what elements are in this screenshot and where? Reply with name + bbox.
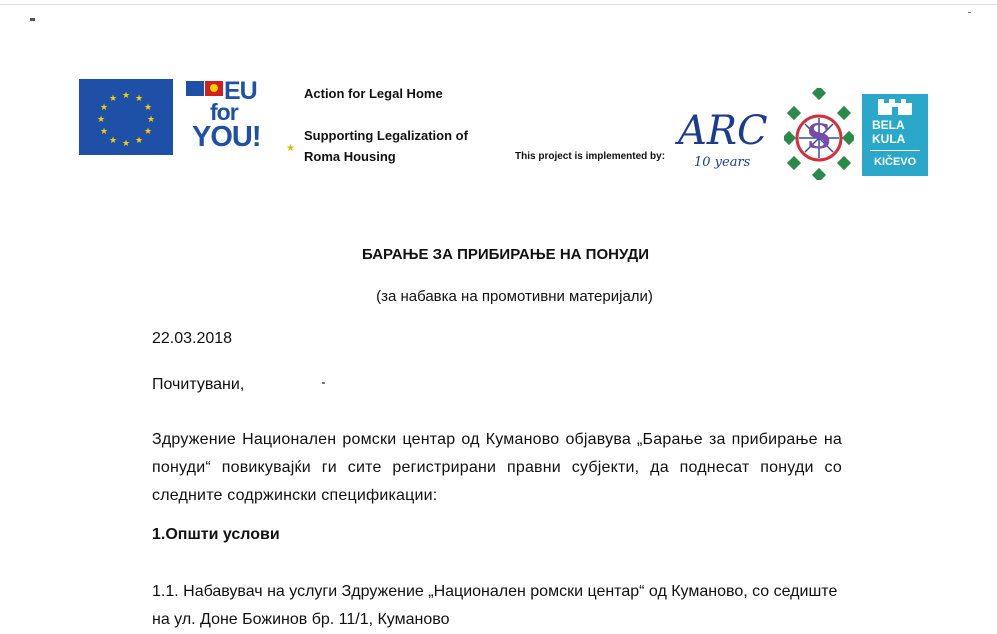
svg-text:★: ★ [99, 127, 109, 137]
star-icon: ★ [286, 143, 295, 154]
bela-kula-line: KULA [872, 132, 906, 146]
eu-flag-logo [79, 79, 173, 155]
greeting: Почитувани, [152, 376, 245, 393]
project-title: Action for Legal Home [304, 86, 443, 101]
implemented-by-label: This project is implemented by: [515, 151, 666, 162]
castle-tower-icon [878, 99, 912, 115]
arc-logo-tagline: 10 years [694, 155, 751, 170]
eu-for-you-logo [186, 77, 296, 157]
mini-mk-flag-icon [205, 81, 223, 96]
svg-text:★: ★ [134, 94, 144, 104]
svg-text:S: S [806, 117, 832, 157]
mini-eu-flag-icon [186, 81, 204, 96]
svg-text:★: ★ [96, 115, 106, 125]
intro-paragraph: Здружение Национален ромски центар од Куманово објавува „Барање за прибирање на понуди“ повикувајќи ги сите регистрирани правни субјекти, да поднесат понуди со следните содржински спецификации: [152, 431, 842, 504]
section-item: 1.1. Набавувач на услуги Здружение „Национален ромски центар“ од Куманово, со седиште на ул. Доне Божинов бр. 11/1, Куманово [152, 583, 838, 628]
svg-text:★: ★ [146, 115, 156, 125]
svg-text:★: ★ [143, 127, 153, 137]
project-subtitle-line: Supporting Legalization of [304, 128, 468, 143]
scan-mark [968, 12, 971, 13]
document-title: БАРАЊЕ ЗА ПРИБИРАЊЕ НА ПОНУДИ [362, 246, 649, 263]
eu-for-you-line: YOU! [192, 121, 261, 153]
svg-text:★: ★ [134, 136, 144, 146]
scan-mark [30, 18, 35, 21]
project-subtitle-line: Roma Housing [304, 149, 396, 164]
eu-for-you-line: for [210, 99, 238, 125]
section-heading: 1.Општи услови [152, 526, 280, 543]
svg-text:★: ★ [99, 103, 109, 113]
bela-kula-line: BELA [872, 118, 905, 132]
bela-kula-logo [862, 94, 928, 176]
svg-text:★: ★ [108, 136, 118, 146]
bela-kula-city: KIČEVO [874, 156, 917, 168]
svg-text:★: ★ [121, 139, 131, 149]
roma-wheel-logo [784, 88, 854, 180]
svg-text:★: ★ [108, 94, 118, 104]
scan-mark [322, 382, 325, 384]
project-subtitle [304, 125, 468, 167]
arc-logo-icon [672, 100, 772, 180]
divider [870, 150, 920, 151]
eu-stars-icon [79, 79, 173, 155]
document-date: 22.03.2018 [152, 330, 233, 347]
arc-logo [672, 100, 772, 180]
eu-for-you-line: EU [224, 77, 257, 105]
arc-logo-text: ARC [678, 108, 768, 154]
document-subtitle: (за набавка на промотивни материјали) [376, 288, 653, 305]
roma-wheel-icon [784, 88, 854, 180]
svg-text:★: ★ [121, 91, 131, 101]
scan-edge-line [0, 4, 997, 5]
svg-text:★: ★ [143, 103, 153, 113]
